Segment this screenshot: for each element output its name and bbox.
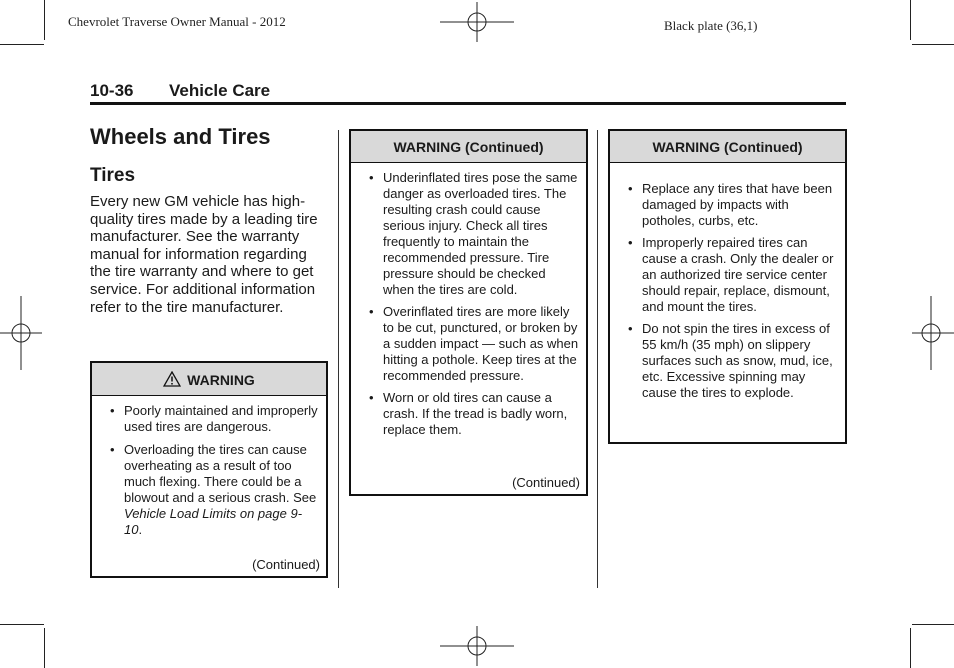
warning-item [628, 321, 839, 401]
bullet-icon: • [628, 235, 633, 250]
warning-item-text: Replace any tires that have been damaged by impacts with potholes, curbs, etc. [642, 181, 833, 228]
cross-reference-link[interactable]: Vehicle Load Limits on page 9-10 [124, 506, 303, 537]
warning-box [608, 129, 847, 444]
warning-heading: WARNING (Continued) [610, 131, 845, 163]
bullet-icon: • [369, 170, 374, 185]
intro-paragraph: Every new GM vehicle has high-quality tires made by a leading tire manufacturer. See the warranty manual for information regarding the tire warranty and where to get service. For additional information refer to the tire manufacturer. [90, 193, 318, 316]
warning-item-text: Do not spin the tires in excess of 55 km/h (35 mph) on slippery surfaces such as snow, mud, ice, etc. Excessive spinning may cause the tires to explode. [642, 321, 833, 400]
crop-mark-top-right-v [910, 0, 911, 40]
subsection-title: Tires [90, 165, 136, 186]
warning-item-text: Worn or old tires can cause a crash. If the tread is badly worn, replace them. [383, 390, 568, 437]
section-name: Vehicle Care [169, 81, 271, 100]
warning-box [349, 129, 588, 496]
column-divider [597, 130, 598, 588]
bullet-icon: • [369, 304, 374, 319]
warning-list [628, 181, 839, 401]
section-number: 10-36 [90, 81, 134, 100]
column-divider [338, 130, 339, 588]
warning-item-text: Overloading the tires can cause overheating as a result of too much flexing. There could be a blowout and a serious crash. See [124, 442, 317, 505]
warning-item-suffix: . [138, 522, 143, 537]
warning-heading [92, 363, 326, 396]
page-title: Wheels and Tires [90, 124, 271, 149]
warning-box [90, 361, 328, 578]
plate-label: Black plate (36,1) [664, 18, 758, 33]
bullet-icon: • [110, 403, 115, 418]
warning-item [628, 235, 839, 315]
warning-item [369, 304, 580, 384]
bullet-icon: • [369, 390, 374, 405]
bullet-icon: • [628, 321, 633, 336]
warning-heading-text: WARNING [187, 372, 255, 388]
registration-mark-icon [912, 296, 954, 370]
warning-item-text: Overinflated tires are more likely to be cut, punctured, or broken by a sudden impact — such as when hitting a pothole. Keep tires at the recommended pressure. [383, 304, 579, 383]
crop-mark-bottom-right-v [910, 628, 911, 668]
registration-mark-icon [440, 2, 514, 42]
warning-item [110, 442, 320, 538]
warning-item [369, 390, 580, 438]
warning-item [369, 170, 580, 298]
continued-label: (Continued) [252, 557, 320, 572]
registration-mark-icon [0, 296, 42, 370]
warning-item-text: Improperly repaired tires can cause a crash. Only the dealer or an authorized tire service center should repair, replace, dismount, and mount the tires. [642, 235, 834, 314]
bullet-icon: • [628, 181, 633, 196]
crop-mark-top-left-h [0, 44, 44, 45]
manual-title: Chevrolet Traverse Owner Manual - 2012 [68, 14, 286, 29]
warning-list [110, 403, 320, 538]
crop-mark-top-left-v [44, 0, 45, 40]
warning-list [369, 170, 580, 438]
crop-mark-bottom-left-h [0, 624, 44, 625]
warning-item [628, 181, 839, 229]
crop-mark-top-right-h [912, 44, 954, 45]
warning-triangle-icon [163, 371, 181, 387]
continued-label: (Continued) [512, 475, 580, 490]
crop-mark-bottom-right-h [912, 624, 954, 625]
warning-item-text: Poorly maintained and improperly used tires are dangerous. [124, 403, 318, 434]
crop-mark-bottom-left-v [44, 628, 45, 668]
bullet-icon: • [110, 442, 115, 457]
warning-item [110, 403, 320, 435]
warning-item-text: Underinflated tires pose the same danger as overloaded tires. The resulting crash could cause serious injury. Check all tires frequently to maintain the recommended pressure. Tire pressure should be checked when the tires are cold. [383, 170, 578, 297]
warning-heading: WARNING (Continued) [351, 131, 586, 163]
registration-mark-icon [440, 626, 514, 666]
section-header [90, 80, 846, 105]
